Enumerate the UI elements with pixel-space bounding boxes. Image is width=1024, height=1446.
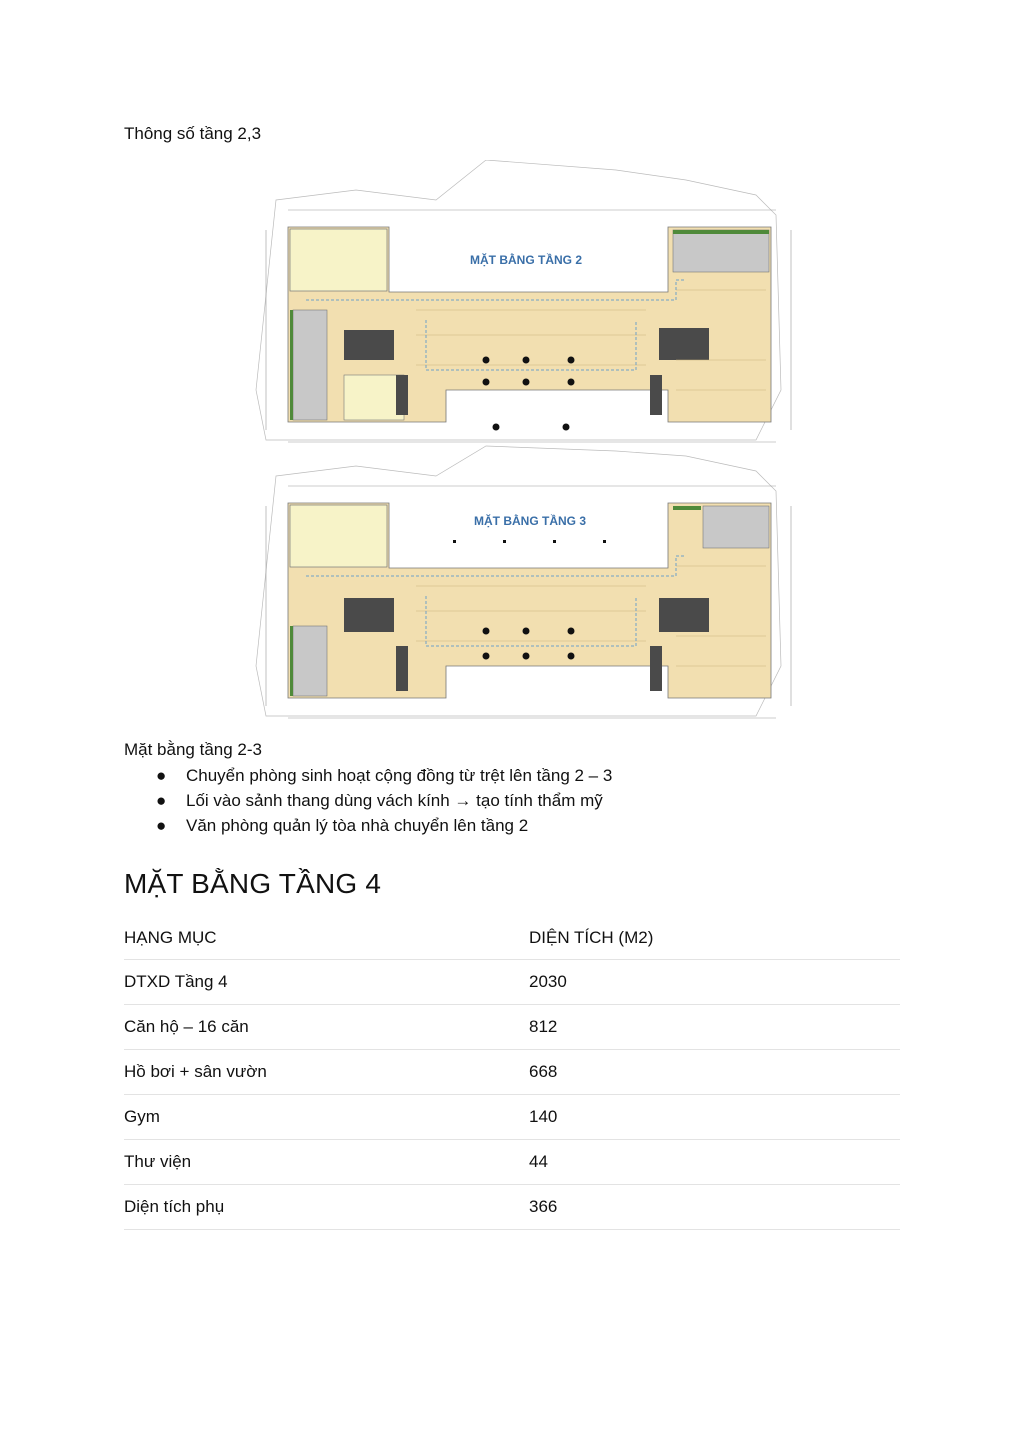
floor-3-plan <box>256 446 791 718</box>
table-cell-item: Căn hộ – 16 căn <box>124 1005 529 1050</box>
table-cell-area: 812 <box>529 1005 900 1050</box>
table-row <box>124 1005 900 1050</box>
list-item <box>124 763 612 788</box>
table-cell-item: Gym <box>124 1095 529 1140</box>
floor-2-title: MẶT BẰNG TẦNG 2 <box>470 253 582 267</box>
area-table <box>124 916 900 1230</box>
floor-3-title: MẶT BẰNG TẦNG 3 <box>474 514 586 528</box>
table-cell-area: 668 <box>529 1050 900 1095</box>
table-cell-item: DTXD Tầng 4 <box>124 960 529 1005</box>
table-cell-item: Diện tích phụ <box>124 1185 529 1230</box>
floor-plans-figure <box>236 160 802 732</box>
table-row <box>124 960 900 1005</box>
table-cell-item: Hồ bơi + sân vườn <box>124 1050 529 1095</box>
list-item-text: Văn phòng quản lý tòa nhà chuyển lên tầng 2 <box>186 816 529 835</box>
table-header-row <box>124 916 900 960</box>
column-header-item: HẠNG MỤC <box>124 916 529 960</box>
list-item <box>124 813 612 838</box>
table-row <box>124 1095 900 1140</box>
section-title: MẶT BẰNG TẦNG 4 <box>124 868 382 899</box>
bullet-icon: ● <box>156 816 167 835</box>
plans-caption: Mặt bằng tầng 2-3 <box>124 740 262 759</box>
intro-text: Thông số tầng 2,3 <box>124 124 262 143</box>
list-item-text: Chuyển phòng sinh hoạt cộng đồng từ trệt lên tầng 2 – 3 <box>186 766 613 785</box>
list-item <box>124 788 612 813</box>
bullet-icon: ● <box>156 791 167 810</box>
table-row <box>124 1185 900 1230</box>
table-cell-item: Thư viện <box>124 1140 529 1185</box>
list-item-text: Lối vào sảnh thang dùng vách kính → tạo tính thẩm mỹ <box>186 791 603 810</box>
floor-2-plan <box>256 160 791 442</box>
column-header-area: DIỆN TÍCH (M2) <box>529 916 900 960</box>
table-row <box>124 1140 900 1185</box>
changes-list <box>124 763 612 838</box>
table-cell-area: 366 <box>529 1185 900 1230</box>
table-cell-area: 44 <box>529 1140 900 1185</box>
table-row <box>124 1050 900 1095</box>
table-cell-area: 140 <box>529 1095 900 1140</box>
table-cell-area: 2030 <box>529 960 900 1005</box>
bullet-icon: ● <box>156 766 167 785</box>
